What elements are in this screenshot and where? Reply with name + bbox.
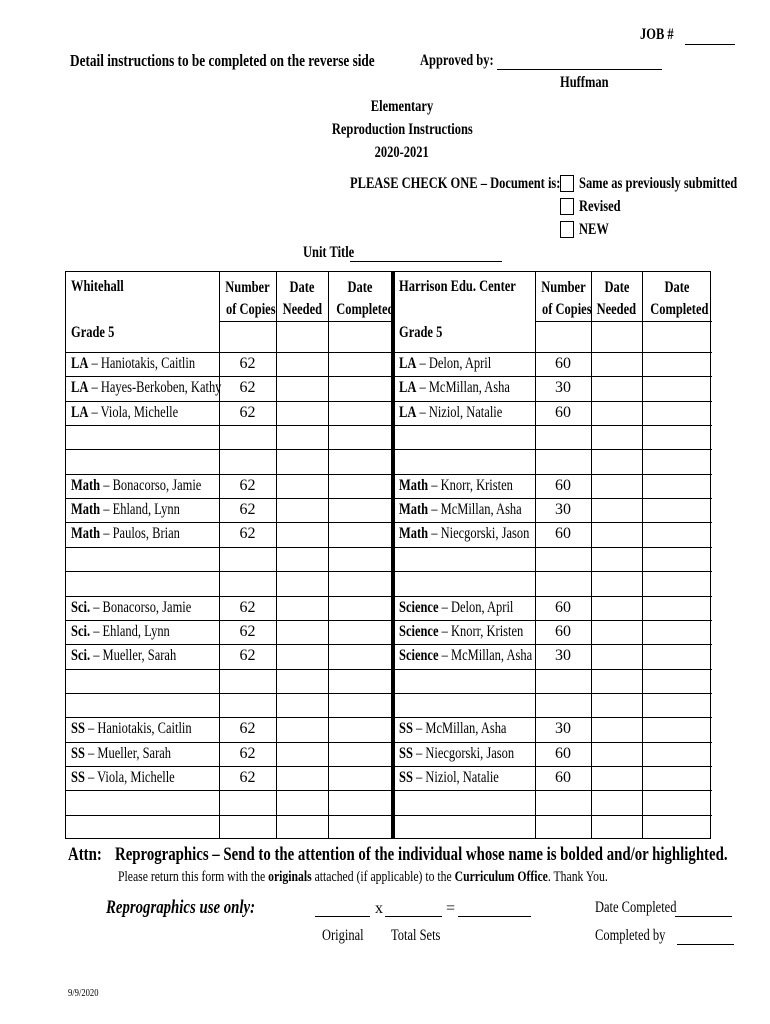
result-field[interactable] bbox=[458, 916, 531, 917]
table-row-left-teacher: Sci. – Bonacorso, Jamie bbox=[71, 598, 192, 616]
title-line-2: Reproduction Instructions bbox=[331, 121, 473, 138]
completed-by-label: Completed by bbox=[595, 927, 666, 944]
table-row-left-teacher: Math – Paulos, Brian bbox=[71, 525, 180, 543]
table-row-right-copies: 60 bbox=[555, 622, 571, 640]
table-row-right-copies: 30 bbox=[555, 647, 571, 665]
date-stamp: 9/9/2020 bbox=[68, 987, 99, 999]
table-row-right-teacher: LA – McMillan, Asha bbox=[399, 379, 510, 397]
table-row-left-teacher: Math – Ehland, Lynn bbox=[71, 501, 180, 519]
table-row-right-copies: 60 bbox=[555, 403, 571, 421]
table-row-left-copies: 62 bbox=[239, 768, 256, 786]
table-row-left-copies: 62 bbox=[239, 379, 256, 397]
unit-title-field[interactable] bbox=[350, 261, 502, 262]
checkbox-revised[interactable] bbox=[560, 198, 574, 215]
instructions-note: Detail instructions to be completed on the reverse side bbox=[70, 51, 375, 70]
table-row-left-copies: 62 bbox=[239, 622, 256, 640]
table-row-left-copies: 62 bbox=[239, 403, 256, 421]
checkbox-revised-label: Revised bbox=[579, 198, 621, 215]
table-row-right-copies: 60 bbox=[555, 525, 571, 543]
right-school-name: Harrison Edu. Center bbox=[399, 278, 516, 295]
table-row-left-copies: 62 bbox=[239, 598, 256, 616]
return-instructions: Please return this form with the originals attached (if applicable) to the Curriculum Office. Thank You. bbox=[118, 869, 608, 885]
table-row-left-copies: 62 bbox=[239, 720, 256, 738]
table-row-left-teacher: LA – Viola, Michelle bbox=[71, 403, 179, 421]
table-row-left-teacher: SS – Haniotakis, Caitlin bbox=[71, 720, 192, 738]
header-completed-left: Date Completed bbox=[336, 279, 395, 318]
table-row-left-teacher: Sci. – Mueller, Sarah bbox=[71, 647, 177, 665]
table-row-right-teacher: Math – Knorr, Kristen bbox=[399, 476, 513, 494]
table-row-right-teacher: Science – Knorr, Kristen bbox=[399, 622, 524, 640]
table-row-right-teacher: SS – Niecgorski, Jason bbox=[399, 744, 515, 762]
table-row-left-copies: 62 bbox=[239, 744, 256, 762]
table-row-left-copies: 62 bbox=[239, 501, 256, 519]
table-row-left-teacher: LA – Haniotakis, Caitlin bbox=[71, 355, 196, 372]
attn-label: Attn: bbox=[68, 844, 102, 865]
completed-by-field[interactable] bbox=[677, 944, 734, 945]
table-row-right-teacher: Science – Delon, April bbox=[399, 598, 514, 616]
checkbox-new-label: NEW bbox=[579, 221, 609, 238]
grade-right: Grade 5 bbox=[399, 324, 443, 341]
job-number-label: JOB # bbox=[640, 26, 674, 43]
table-row-left-teacher: Math – Bonacorso, Jamie bbox=[71, 476, 202, 494]
reproduction-table bbox=[65, 271, 711, 839]
table-row-right-copies: 30 bbox=[555, 379, 571, 397]
table-row-left-teacher: LA – Hayes-Berkoben, Kathy bbox=[71, 379, 222, 397]
table-row-right-copies: 60 bbox=[555, 355, 571, 372]
approved-by-label: Approved by: bbox=[420, 52, 494, 69]
grade-left: Grade 5 bbox=[71, 324, 115, 341]
table-row-right-teacher: LA – Niziol, Natalie bbox=[399, 403, 503, 421]
table-row-left-teacher: SS – Viola, Michelle bbox=[71, 768, 175, 786]
checkbox-same-label: Same as previously submitted bbox=[579, 175, 738, 192]
table-row-right-copies: 30 bbox=[555, 501, 571, 519]
left-school-name: Whitehall bbox=[71, 278, 124, 295]
table-row-left-teacher: Sci. – Ehland, Lynn bbox=[71, 622, 170, 640]
title-line-1: Elementary bbox=[370, 98, 434, 115]
header-needed-left: Date Needed bbox=[282, 279, 322, 318]
table-row-left-copies: 62 bbox=[239, 476, 256, 494]
equals-sign: = bbox=[446, 900, 456, 917]
table-row-right-teacher: Science – McMillan, Asha bbox=[399, 647, 533, 665]
attn-text: Reprographics – Send to the attention of the individual whose name is bolded and/or highlighted. bbox=[115, 844, 728, 865]
checkbox-new[interactable] bbox=[560, 221, 574, 238]
date-completed-label: Date Completed bbox=[595, 899, 677, 916]
approved-by-field[interactable] bbox=[497, 69, 662, 70]
header-completed-right: Date Completed bbox=[650, 279, 709, 318]
job-number-field[interactable] bbox=[685, 44, 735, 45]
table-row-right-copies: 30 bbox=[555, 720, 571, 738]
original-field[interactable] bbox=[315, 916, 370, 917]
unit-title-label: Unit Title bbox=[303, 244, 355, 261]
header-copies-left: Number of Copies bbox=[225, 279, 276, 318]
original-label: Original bbox=[322, 927, 364, 944]
date-completed-field[interactable] bbox=[675, 916, 732, 917]
times-sign: x bbox=[375, 900, 383, 917]
header-needed-right: Date Needed bbox=[596, 279, 637, 318]
table-row-right-teacher: SS – Niziol, Natalie bbox=[399, 768, 499, 786]
checkbox-same[interactable] bbox=[560, 175, 574, 192]
total-sets-label: Total Sets bbox=[391, 927, 441, 944]
header-copies-right: Number of Copies bbox=[541, 279, 592, 318]
total-sets-field[interactable] bbox=[385, 916, 442, 917]
repro-use-only-label: Reprographics use only: bbox=[106, 897, 256, 918]
table-row-right-copies: 60 bbox=[555, 768, 571, 786]
title-line-3: 2020-2021 bbox=[374, 144, 430, 161]
table-row-right-teacher: SS – McMillan, Asha bbox=[399, 720, 507, 738]
table-row-left-copies: 62 bbox=[239, 647, 256, 665]
table-row-right-teacher: Math – Niecgorski, Jason bbox=[399, 525, 530, 543]
approver-name: Huffman bbox=[560, 74, 609, 91]
table-row-right-copies: 60 bbox=[555, 744, 571, 762]
table-row-right-teacher: Math – McMillan, Asha bbox=[399, 501, 522, 519]
table-row-left-copies: 62 bbox=[239, 355, 256, 372]
table-row-right-teacher: LA – Delon, April bbox=[399, 355, 492, 372]
table-row-right-copies: 60 bbox=[555, 598, 571, 616]
table-row-left-teacher: SS – Mueller, Sarah bbox=[71, 744, 172, 762]
table-row-right-copies: 60 bbox=[555, 476, 571, 494]
check-prompt: PLEASE CHECK ONE – Document is: bbox=[350, 175, 561, 192]
table-row-left-copies: 62 bbox=[239, 525, 256, 543]
